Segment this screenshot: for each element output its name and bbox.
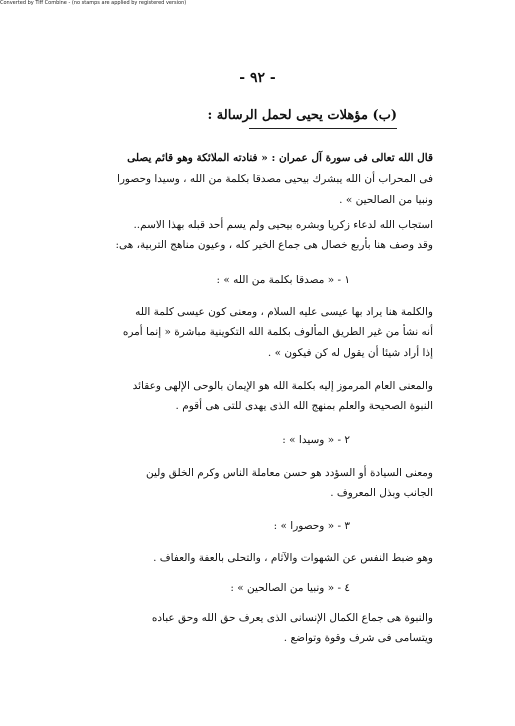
list-item-heading: ٤ - « ونبيا من الصالحين » : [230, 582, 350, 594]
text-line: والكلمة هنا يراد بها عيسى عليه السلام ، ومعنى كون عيسى كلمة الله [135, 306, 433, 318]
text-line: والمعنى العام المرموز إليه بكلمة الله هو الإيمان بالوحى الإلهى وعقائد [132, 380, 433, 392]
list-item-heading: ٣ - « وحصورا » : [273, 520, 350, 532]
text-line: وهو ضبط النفس عن الشهوات والآثام ، والتحلى بالعفة والعفاف . [153, 552, 433, 564]
text-line: وقد وصف هنا بأربع خصال هى جماع الخير كله ، وعيون مناهج التربية، هى: [115, 239, 433, 251]
text-line: فى المحراب أن الله يبشرك بيحيى مصدقا بكلمة من الله ، وسيدا وحصورا [116, 173, 433, 185]
text-line: قال الله تعالى فى سورة آل عمران : « فنادته الملائكة وهو قائم يصلى [127, 152, 433, 164]
list-item-heading: ٢ - « وسيدا » : [282, 434, 350, 446]
text-line: ومعنى السيادة أو السؤدد هو حسن معاملة الناس وكرم الخلق ولين [146, 467, 433, 479]
text-line: ونبيا من الصالحين » . [339, 194, 433, 206]
text-line: الجانب وبذل المعروف . [330, 487, 433, 499]
converter-banner: Converted by Tiff Combine - (no stamps are applied by registered version) [0, 0, 187, 6]
text-line: النبوة الصحيحة والعلم بمنهج الله الذى يهدى للتى هى أقوم . [175, 400, 433, 412]
section-heading: (ب) مؤهلات يحيى لحمل الرسالة : [207, 108, 397, 123]
text-line: والنبوة هى جماع الكمال الإنسانى الذى يعرف حق الله وحق عباده [151, 612, 433, 624]
text-line: أنه نشأ من غير الطريق المألوف بكلمة الله التكوينية مباشرة « إنما أمره [122, 326, 433, 338]
list-item-heading: ١ - « مصدقا بكلمة من الله » : [216, 274, 350, 286]
text-line: استجاب الله لدعاء زكريا وبشره بيحيى ولم يسم أحد قبله بهذا الاسم.. [133, 219, 433, 231]
text-line: إذا أراد شيئا أن يقول له كن فيكون » . [267, 347, 433, 359]
page-number: - ٩٢ - [239, 70, 276, 86]
heading-underline [249, 128, 397, 129]
text-line: ويتسامى فى شرف وقوة وتواضع . [283, 632, 433, 644]
